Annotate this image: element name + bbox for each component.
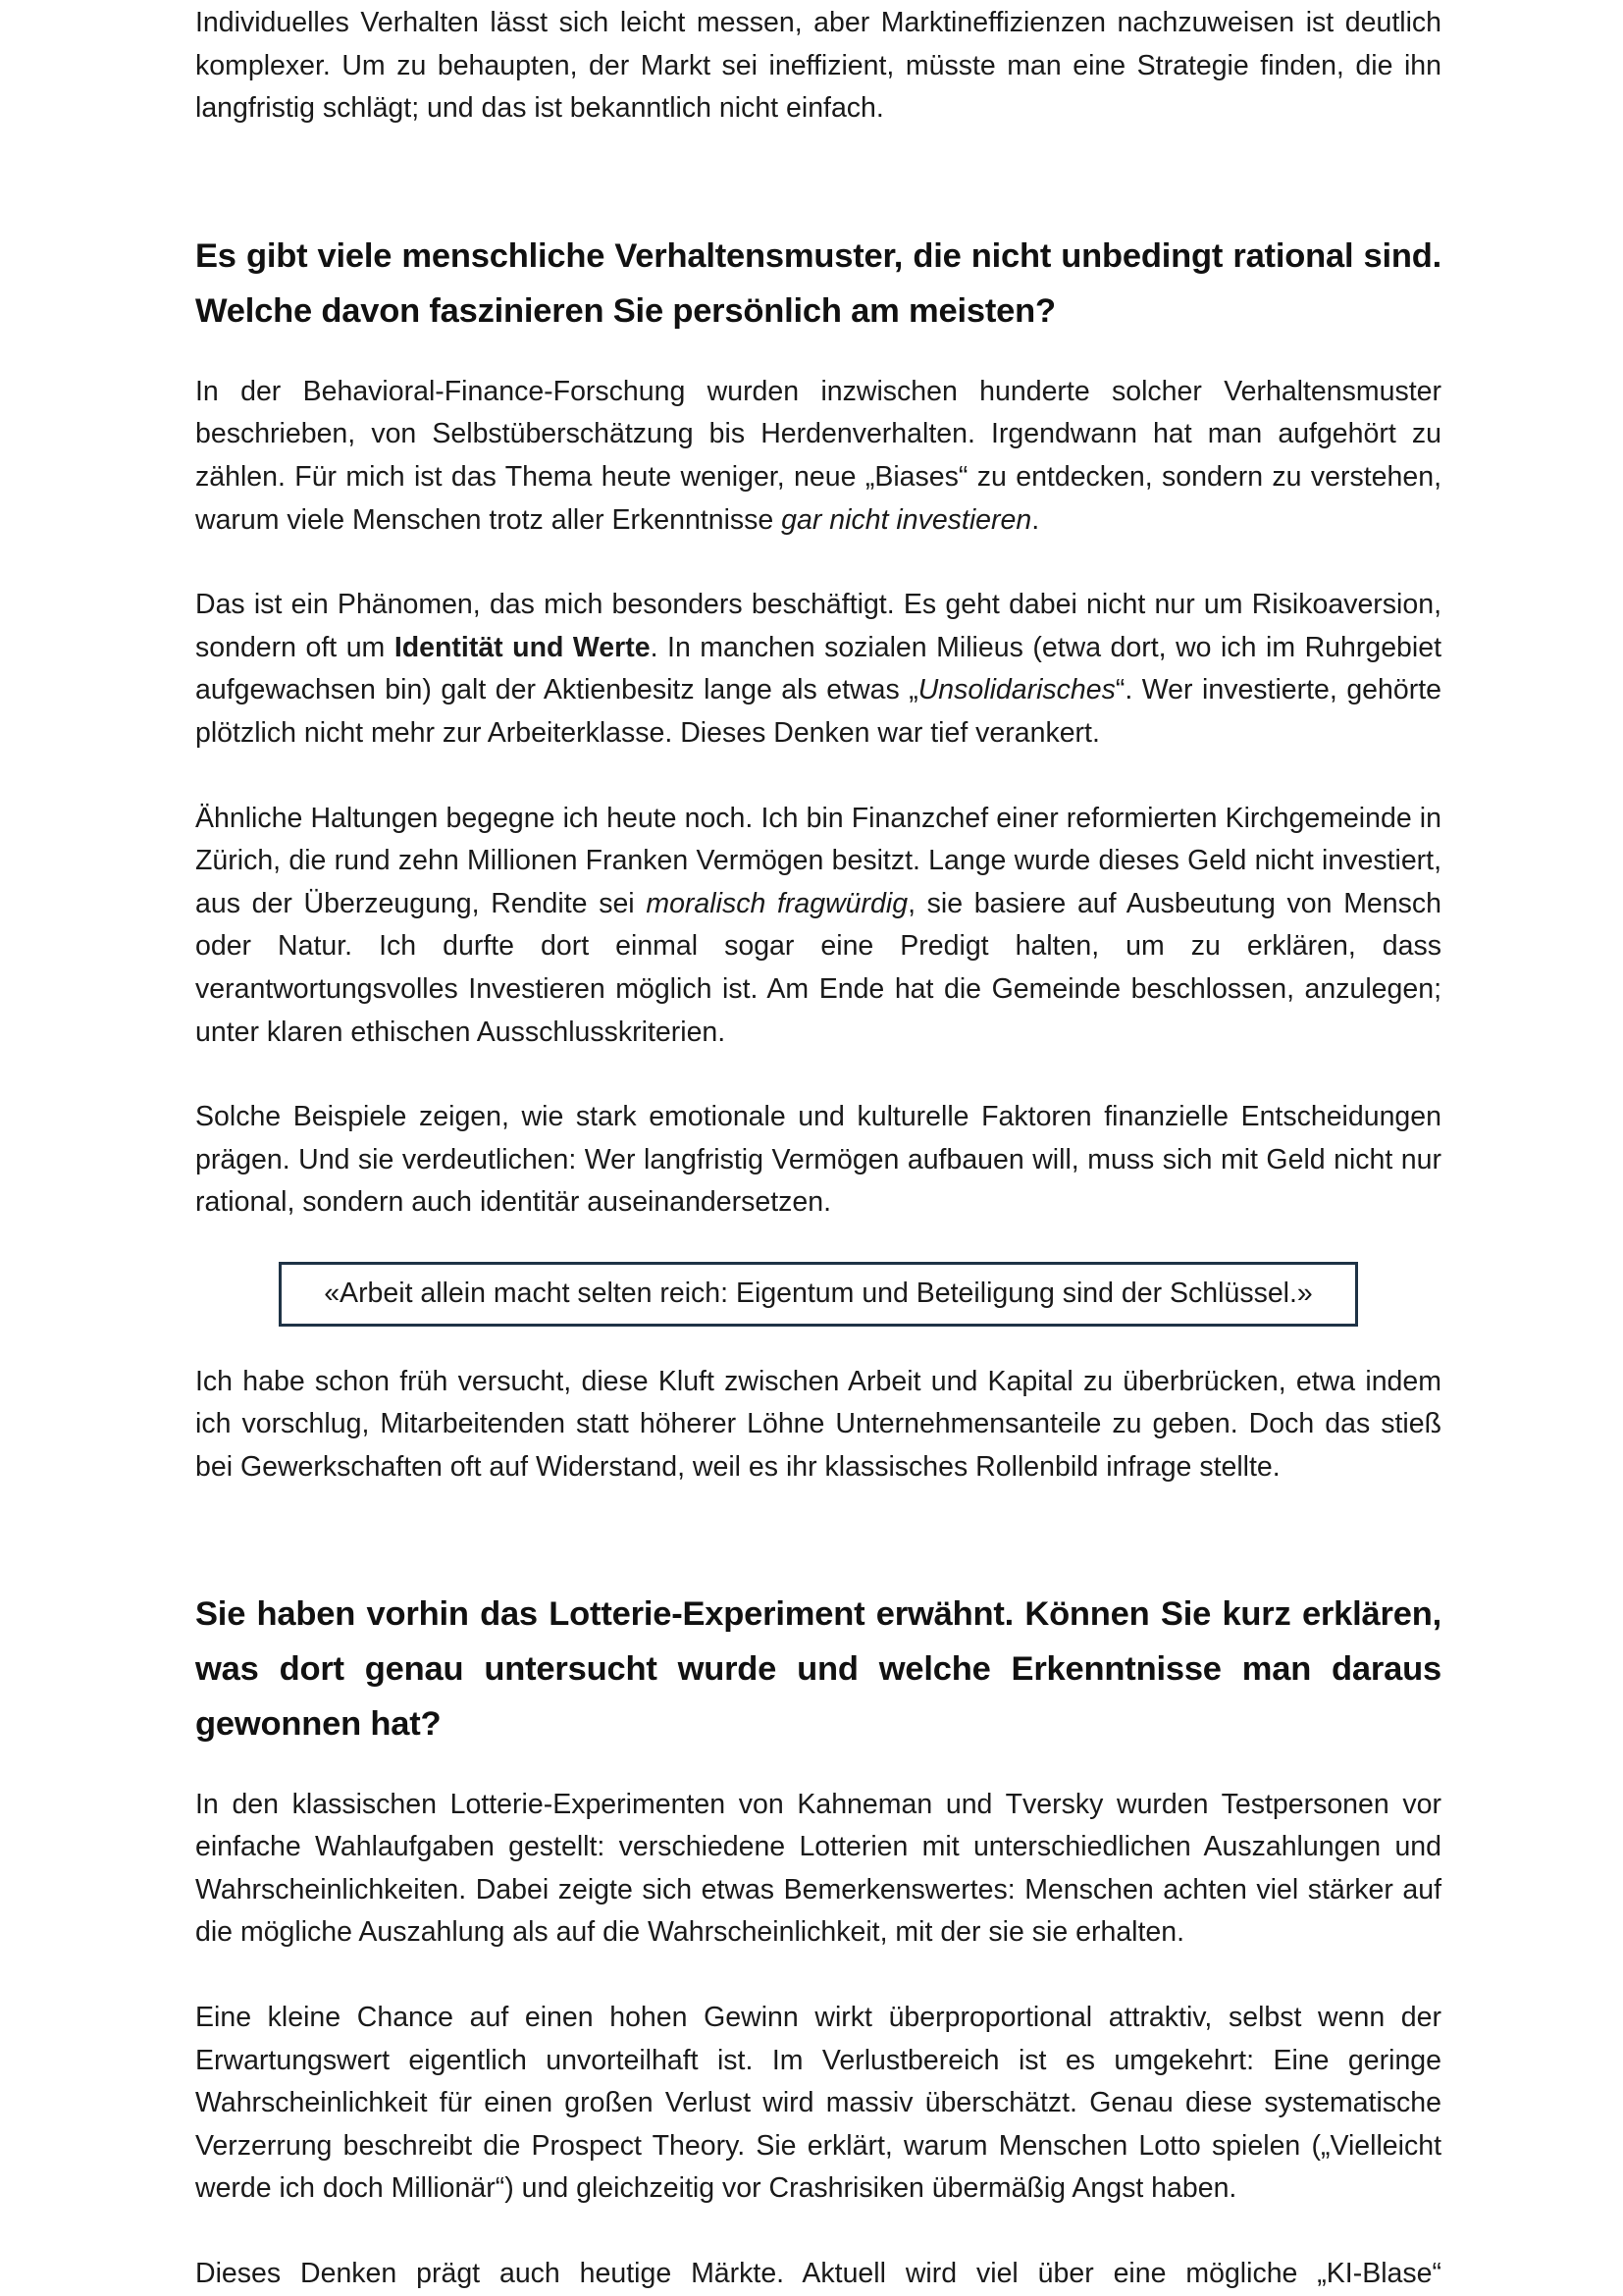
paragraph-text: Ähnliche Haltungen begegne ich heute noch. Ich bin Finanzchef einer reformierten Kirchgemeinde in Zürich, die rund zehn Millionen Franken Vermögen besitzt. Lange wurde dieses Geld nicht investiert, aus der Überzeugung, Rendite sei — [195, 802, 1441, 919]
paragraph-prospect-theory: Eine kleine Chance auf einen hohen Gewinn wirkt überproportional attraktiv, selbst wenn der Erwartungswert eigentlich unvorteilhaft ist. Im Verlustbereich ist es umgekehrt: Eine geringe Wahrscheinlichkeit für einen großen Verlust wird massiv überschätzt. Genau diese systematische Verzerrung beschreibt die Prospect Theory. Sie erklärt, warum Menschen Lotto spielen („Vielleicht werde ich doch Millionär“) und gleichzeitig vor Crashrisiken übermäßig Angst haben. — [195, 2002, 1441, 2205]
paragraph-text: Das ist ein Phänomen, das mich besonders beschäftigt. Es geht dabei nicht nur um Risikoaversion, sondern oft um — [195, 589, 1441, 663]
paragraph-church-parish — [195, 798, 1441, 1055]
bold-text: Identität und Werte — [393, 631, 651, 663]
paragraph-text: . In manchen sozialen Milieus (etwa dort, wo ich im Ruhrgebiet aufgewachsen bin) galt der Aktienbesitz lange als etwas „ — [195, 631, 1442, 706]
paragraph-behavioral-finance — [195, 371, 1441, 542]
paragraph-text: . — [1031, 503, 1040, 536]
paragraph-emotional-factors: Solche Beispiele zeigen, wie stark emotionale und kulturelle Faktoren finanzielle Entscheidungen prägen. Und sie verdeutlichen: Wer langfristig Vermögen aufbauen will, muss sich mit Geld nicht nur rational, sondern auch identitär auseinandersetzen. — [195, 1101, 1441, 1219]
paragraph-text: “. Wer investierte, gehörte plötzlich nicht mehr zur Arbeiterklasse. Dieses Denken war tief verankert. — [195, 674, 1441, 749]
pull-quote-text: «Arbeit allein macht selten reich: Eigentum und Beteiligung sind der Schlüssel.» — [324, 1278, 1313, 1310]
intro-paragraph: Individuelles Verhalten lässt sich leicht messen, aber Marktineffizienzen nachzuweisen ist deutlich komplexer. Um zu behaupten, der Markt sei ineffizient, müsste man eine Strategie finden, die ihn langfristig schlägt; und das ist bekanntlich nicht einfach. — [195, 7, 1441, 125]
pull-quote — [279, 1262, 1358, 1327]
paragraph-ai-bubble: Dieses Denken prägt auch heutige Märkte. Aktuell wird viel über eine mögliche „KI-Blase“ — [195, 2258, 1441, 2289]
article-page — [195, 0, 1441, 2296]
paragraph-lottery-experiments: In den klassischen Lotterie-Experimenten von Kahneman und Tversky wurden Testpersonen vor einfache Wahlaufgaben gestellt: verschiedene Lotterien mit unterschiedlichen Auszahlungen und Wahrscheinlichkeiten. Dabei zeigte sich etwas Bemerkenswertes: Menschen achten viel stärker auf die mögliche Auszahlung als auf die Wahrscheinlichkeit, mit der sie sie erhalten. — [195, 1788, 1441, 1949]
paragraph-identity-values — [195, 584, 1441, 755]
paragraph-text: In der Behavioral-Finance-Forschung wurden inzwischen hunderte solcher Verhaltensmuster beschrieben, von Selbstüberschätzung bis Herdenverhalten. Irgendwann hat man aufgehört zu zählen. Für mich ist das Thema heute weniger, neue „Biases“ zu entdecken, sondern zu verstehen, warum viele Menschen trotz aller Erkenntnisse — [195, 375, 1441, 536]
interview-question-lottery-experiment: Sie haben vorhin das Lotterie-Experiment erwähnt. Können Sie kurz erklären, was dort genau untersucht wurde und welche Erkenntnisse man daraus gewonnen hat? — [195, 1594, 1441, 1743]
paragraph-text: , sie basiere auf Ausbeutung von Mensch oder Natur. Ich durfte dort einmal sogar eine Predigt halten, um zu erklären, dass verantwortungsvolles Investieren möglich ist. Am Ende hat die Gemeinde beschlossen, anzulegen; unter klaren ethischen Ausschlusskriterien. — [195, 887, 1441, 1048]
emphasis-text: Unsolidarisches — [917, 674, 1116, 706]
interview-question-behavior-patterns: Es gibt viele menschliche Verhaltensmuster, die nicht unbedingt rational sind. Welche davon faszinieren Sie persönlich am meisten? — [195, 236, 1441, 330]
emphasis-text: gar nicht investieren — [781, 503, 1032, 536]
paragraph-labor-capital: Ich habe schon früh versucht, diese Kluft zwischen Arbeit und Kapital zu überbrücken, etwa indem ich vorschlug, Mitarbeitenden statt höherer Löhne Unternehmensanteile zu geben. Doch das stieß bei Gewerkschaften oft auf Widerstand, weil es ihr klassisches Rollenbild infrage stellte. — [195, 1365, 1441, 1484]
emphasis-text: moralisch fragwürdig — [646, 887, 909, 919]
